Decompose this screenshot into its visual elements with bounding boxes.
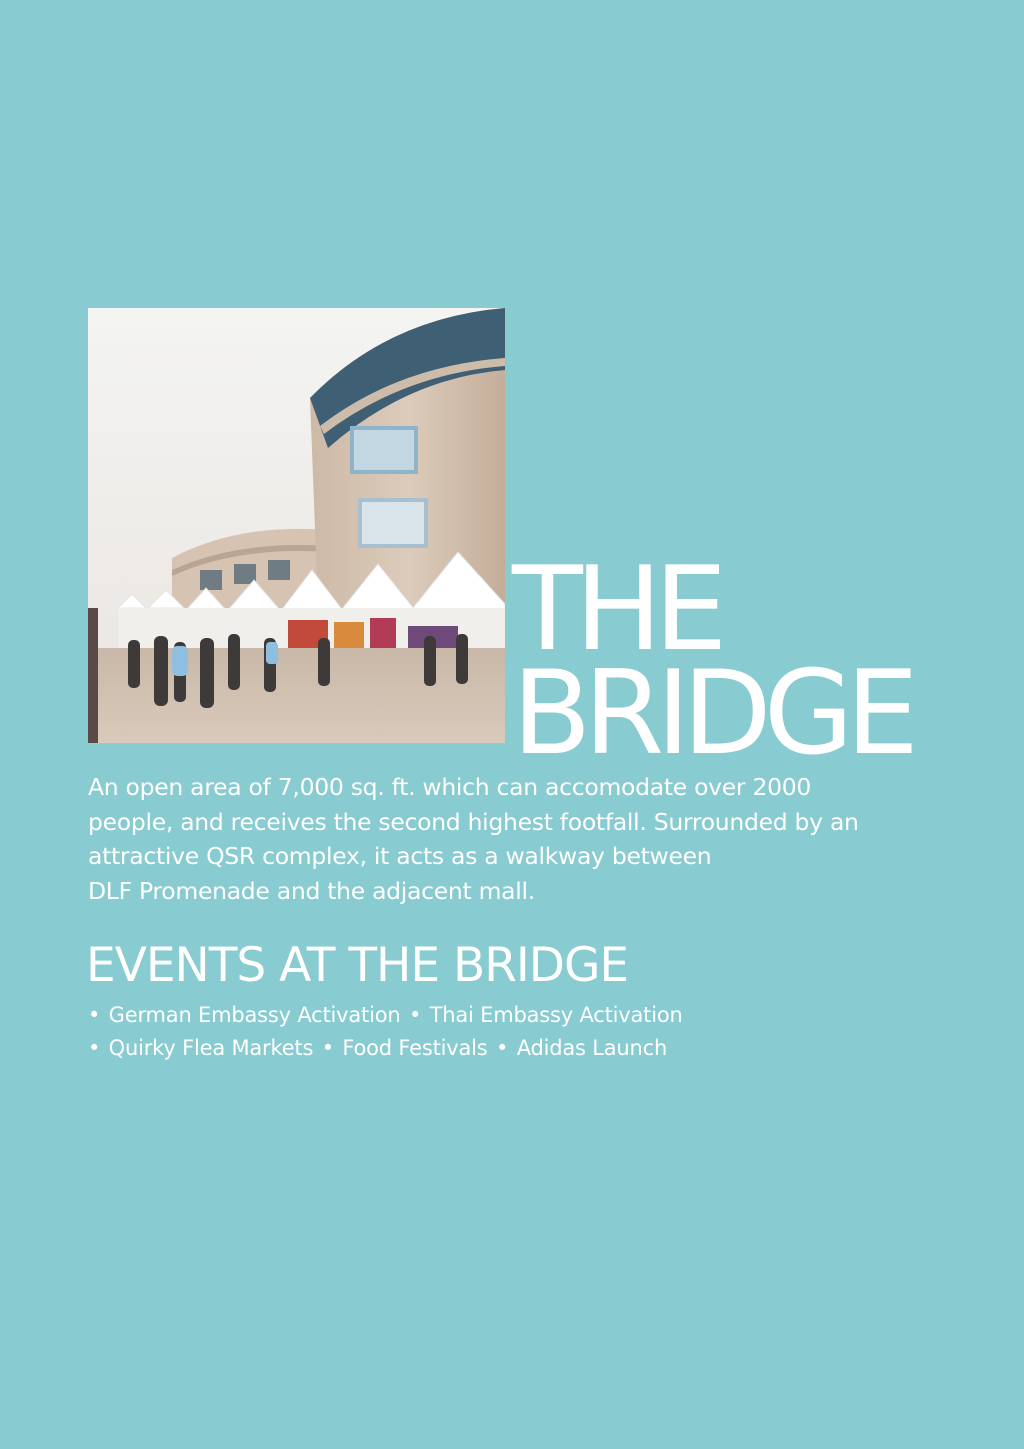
description-line: An open area of 7,000 sq. ft. which can accomodate over 2000 bbox=[88, 773, 812, 801]
events-list bbox=[88, 999, 683, 1065]
title-line-bridge: BRIDGE bbox=[512, 646, 911, 782]
event-item: Food Festivals bbox=[342, 1036, 488, 1060]
bullet-glyph: • bbox=[88, 1003, 101, 1027]
bullet-glyph: • bbox=[321, 1036, 334, 1060]
bullet-glyph: • bbox=[408, 1003, 422, 1027]
events-list-line bbox=[88, 1032, 683, 1065]
page-title bbox=[512, 542, 911, 782]
title-line-the: THE bbox=[512, 542, 720, 678]
event-item: German Embassy Activation bbox=[108, 1003, 401, 1027]
description-line: people, and receives the second highest footfall. Surrounded by an bbox=[88, 807, 859, 836]
event-item: Adidas Launch bbox=[516, 1036, 668, 1060]
bullet-glyph: • bbox=[496, 1036, 509, 1060]
bridge-photo bbox=[88, 308, 505, 743]
events-heading: EVENTS AT THE BRIDGE bbox=[86, 938, 629, 993]
events-list-line bbox=[88, 999, 683, 1032]
bridge-photo-illustration bbox=[88, 308, 505, 743]
bullet-glyph: • bbox=[88, 1036, 101, 1060]
event-item: Quirky Flea Markets bbox=[108, 1036, 314, 1060]
description-line: DLF Promenade and the adjacent mall. bbox=[88, 876, 535, 905]
event-item: Thai Embassy Activation bbox=[429, 1003, 683, 1027]
venue-description bbox=[88, 770, 938, 908]
description-line: attractive QSR complex, it acts as a walkway between bbox=[88, 842, 712, 870]
